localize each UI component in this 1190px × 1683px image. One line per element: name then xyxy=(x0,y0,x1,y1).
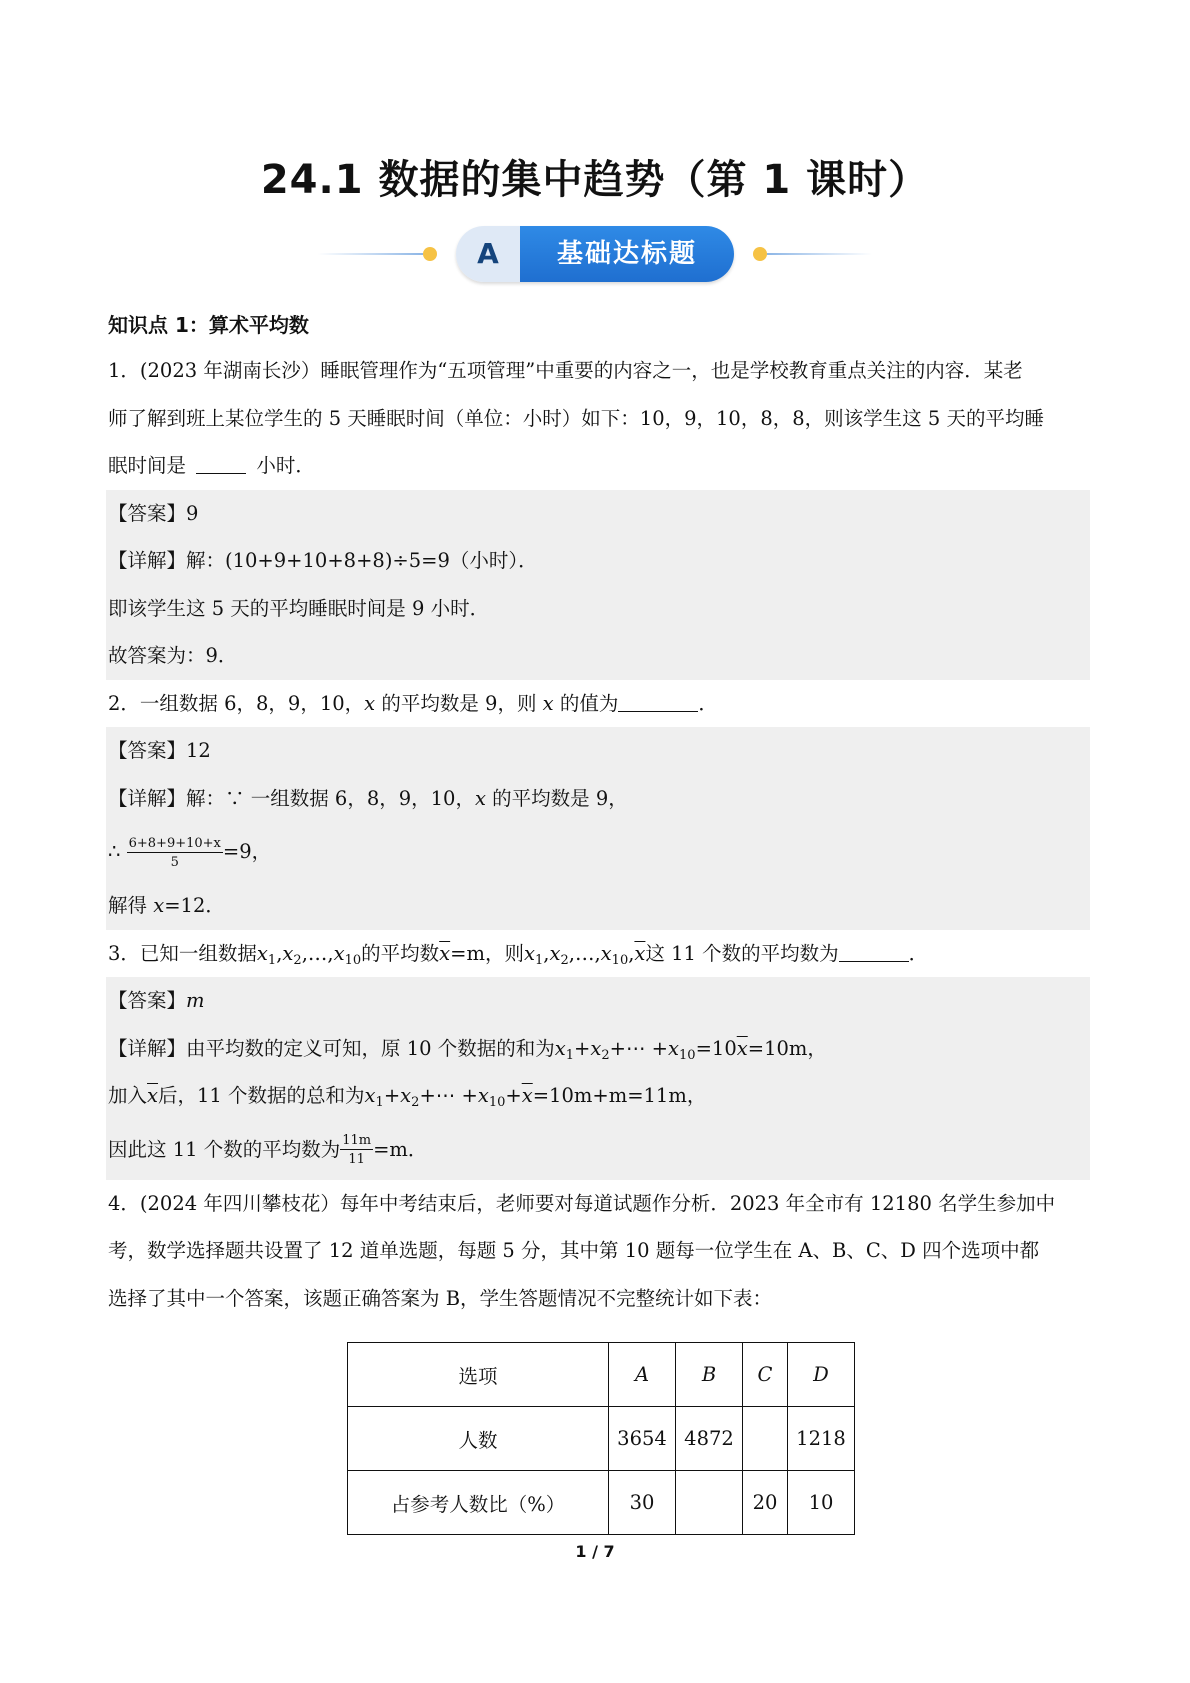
q1-answer xyxy=(108,490,1090,538)
q2-detail3 xyxy=(108,882,1090,930)
q1-line1: 1．(2023 年湖南长沙）睡眠管理作为“五项管理”中重要的内容之一，也是学校教育重点关注的内容．某老 xyxy=(108,359,1023,382)
var-x-bar: $\overline{x}$ xyxy=(634,941,646,965)
var-x: x xyxy=(590,1036,602,1060)
q3-detail1: 【详解】由平均数的定义可知，原 10 个数据的和为$x_1+x_2+\cdots +x_{10}=10\overline{x}=10m$， xyxy=(108,1036,827,1063)
equation-result: =9， xyxy=(222,840,272,863)
q3-text-end: ． xyxy=(908,941,929,965)
table-row xyxy=(348,1343,855,1407)
q2-answer-block xyxy=(106,727,1090,930)
subscript: 10 xyxy=(344,952,362,968)
section-banner xyxy=(318,224,872,284)
q2-answer xyxy=(108,727,1090,775)
q3-line1: 3．已知一组数据$x_1,x_2,\dots,x_{10}$的平均数$\overline{x}=m$，则$x_1,x_2,\dots,x_{10},\overline{x}$这 11 个数的平均数为 ． xyxy=(108,930,1090,978)
q2-text-mid: 的平均数是 9，则 xyxy=(375,691,543,715)
answer-value: 12 xyxy=(186,739,211,762)
table-cell: 1218 xyxy=(788,1407,855,1471)
subscript: 1 xyxy=(535,952,544,968)
solve-result: =12． xyxy=(164,894,225,917)
table-cell: 3654 xyxy=(609,1407,676,1471)
banner-line-right xyxy=(767,253,872,255)
var-x: x xyxy=(554,1036,566,1060)
q2-detail1 xyxy=(108,775,1090,823)
detail-text: 由平均数的定义可知，原 10 个数据的和为 xyxy=(186,1036,555,1060)
var-x: x xyxy=(549,941,561,965)
fraction xyxy=(127,837,223,869)
banner-line-left xyxy=(318,253,423,255)
q3-text-mid1: 的平均数 xyxy=(361,941,440,965)
detail-label: 【详解】 xyxy=(108,1036,187,1060)
q1-detail1 xyxy=(108,537,1090,585)
var-x: x xyxy=(256,941,268,965)
q3-detail3 xyxy=(108,1120,1090,1180)
subscript: 2 xyxy=(293,952,302,968)
q3-text: 3．已知一组数据 xyxy=(108,941,257,965)
subscript: 10 xyxy=(679,1047,696,1063)
q3-text-mid2: =m，则 xyxy=(450,941,524,965)
var-x: x xyxy=(282,941,294,965)
table-cell: 30 xyxy=(609,1471,676,1535)
document-body xyxy=(108,303,1090,1322)
answer-value: 9 xyxy=(186,501,199,525)
detail-eq: =10 xyxy=(695,1036,737,1060)
q1-blank xyxy=(196,451,246,474)
table-cell: 4872 xyxy=(676,1407,743,1471)
subscript: 2 xyxy=(601,1047,610,1063)
var-x: x xyxy=(474,786,486,810)
var-x-bar: $\overline{x}$ xyxy=(147,1084,159,1107)
q4-line3: 选择了其中一个答案，该题正确答案为 B，学生答题情况不完整统计如下表： xyxy=(108,1286,773,1310)
detail-eq-end: =m． xyxy=(373,1137,428,1161)
var-x: x xyxy=(153,894,165,917)
var-x: x xyxy=(364,1084,376,1107)
table-row xyxy=(348,1407,855,1471)
banner-text: 基础达标题 xyxy=(520,226,734,282)
page-title: 24.1 数据的集中趋势（第 1 课时） xyxy=(260,157,930,203)
var-x: x xyxy=(364,691,376,715)
var-x: x xyxy=(600,941,612,965)
table-cell: B xyxy=(676,1343,743,1407)
banner-pill xyxy=(456,226,734,282)
var-x: x xyxy=(542,691,554,715)
answer-stats-table xyxy=(347,1342,855,1535)
var-x: x xyxy=(524,941,535,965)
answer-label: 【答案】 xyxy=(108,989,187,1012)
detail-eq-end: =10m， xyxy=(747,1036,827,1060)
q1-detail2: 即该学生这 5 天的平均睡眠时间是 9 小时． xyxy=(108,596,490,620)
subscript: 10 xyxy=(611,952,629,968)
answer-label: 【答案】 xyxy=(108,739,187,762)
banner-letter: A xyxy=(456,226,520,282)
table-cell xyxy=(743,1407,788,1471)
q3-answer-block xyxy=(106,977,1090,1180)
detail-text-end: 的平均数是 9， xyxy=(485,786,628,810)
q1-answer-block xyxy=(106,490,1090,680)
answer-label: 【答案】 xyxy=(108,501,187,525)
q1-text-end: 小时． xyxy=(256,454,315,477)
table-row xyxy=(348,1471,855,1535)
subscript: 1 xyxy=(267,952,277,968)
q4-line2: 考，数学选择题共设置了 12 道单选题，每题 5 分，其中第 10 题每一位学生在 A、B、C、D 四个选项中都 xyxy=(108,1239,1040,1262)
table-cell: D xyxy=(788,1343,855,1407)
fraction-denominator: 11 xyxy=(348,1152,365,1167)
table-cell: 10 xyxy=(788,1471,855,1535)
detail-text: 解：(10+9+10+8+8)÷5=9（小时）． xyxy=(186,549,538,572)
var-x: x xyxy=(333,941,345,965)
q2-text-mid2: 的值为 xyxy=(553,691,619,715)
therefore-symbol: ∴ xyxy=(108,840,121,863)
var-x-bar: $\overline{x}$ xyxy=(521,1084,533,1107)
q2-blank xyxy=(618,689,698,712)
table-cell: 人数 xyxy=(348,1407,609,1471)
fraction-numerator: 11m xyxy=(342,1133,372,1148)
q4-line1: 4．(2024 年四川攀枝花）每年中考结束后，老师要对每道试题作分析．2023 年全市有 12180 名学生参加中 xyxy=(108,1191,1056,1215)
banner-dot-left xyxy=(423,247,437,261)
fraction-denominator: 5 xyxy=(170,854,179,870)
answer-value: m xyxy=(186,989,205,1012)
fraction xyxy=(340,1134,373,1166)
var-x: x xyxy=(477,1084,489,1107)
detail-eq-end: =10m+m=11m， xyxy=(532,1084,707,1107)
detail-text: 加入 xyxy=(108,1084,148,1107)
var-x: x xyxy=(400,1084,412,1107)
table-cell: C xyxy=(743,1343,788,1407)
subscript: 1 xyxy=(565,1047,575,1063)
subscript: 2 xyxy=(411,1095,420,1110)
detail-label: 【详解】 xyxy=(108,549,187,572)
table-cell xyxy=(676,1471,743,1535)
detail-text: 因此这 11 个数的平均数为 xyxy=(108,1137,341,1161)
q2-text: 2．一组数据 6，8，9，10， xyxy=(108,691,365,715)
q3-text-mid3: 这 11 个数的平均数为 xyxy=(645,941,839,965)
table-cell: A xyxy=(609,1343,676,1407)
page-number: 1 / 7 xyxy=(575,1542,615,1561)
subscript: 1 xyxy=(375,1095,384,1110)
q2-detail2 xyxy=(108,822,1090,882)
var-x-bar: $\overline{x}$ xyxy=(736,1036,748,1060)
section-heading: 知识点 1：算术平均数 xyxy=(108,313,309,337)
subscript: 2 xyxy=(560,952,569,968)
subscript: 10 xyxy=(488,1095,506,1110)
q3-blank xyxy=(839,939,909,962)
q3-detail2: 加入$\overline{x}$后，11 个数据的总和为$x_1+x_2+\cdots +x_{10}+\overline{x}=10m+m=11m$， xyxy=(108,1084,707,1110)
detail-text: 解：∵ 一组数据 6，8，9，10， xyxy=(186,786,475,810)
table-cell: 选项 xyxy=(348,1343,609,1407)
detail-text-mid: 后，11 个数据的总和为 xyxy=(158,1084,365,1107)
q1-line2: 师了解到班上某位学生的 5 天睡眠时间（单位：小时）如下：10，9，10，8，8，则该学生这 5 天的平均睡 xyxy=(108,406,1044,430)
fraction-numerator: 6+8+9+10+x xyxy=(128,835,221,851)
var-x-bar: $\overline{x}$ xyxy=(439,941,451,965)
detail-label: 【详解】 xyxy=(108,786,187,810)
q2-line1 xyxy=(108,680,1090,728)
var-x: x xyxy=(668,1036,680,1060)
table-cell: 占参考人数比（%） xyxy=(348,1471,609,1535)
q3-answer xyxy=(108,977,1090,1025)
table-cell: 20 xyxy=(743,1471,788,1535)
q2-text-end: ． xyxy=(698,691,718,715)
banner-dot-right xyxy=(753,247,767,261)
q1-line3 xyxy=(108,442,1090,490)
q1-detail3: 故答案为：9． xyxy=(108,644,238,667)
solve-text: 解得 xyxy=(108,894,154,917)
q1-text: 眠时间是 xyxy=(108,454,187,477)
